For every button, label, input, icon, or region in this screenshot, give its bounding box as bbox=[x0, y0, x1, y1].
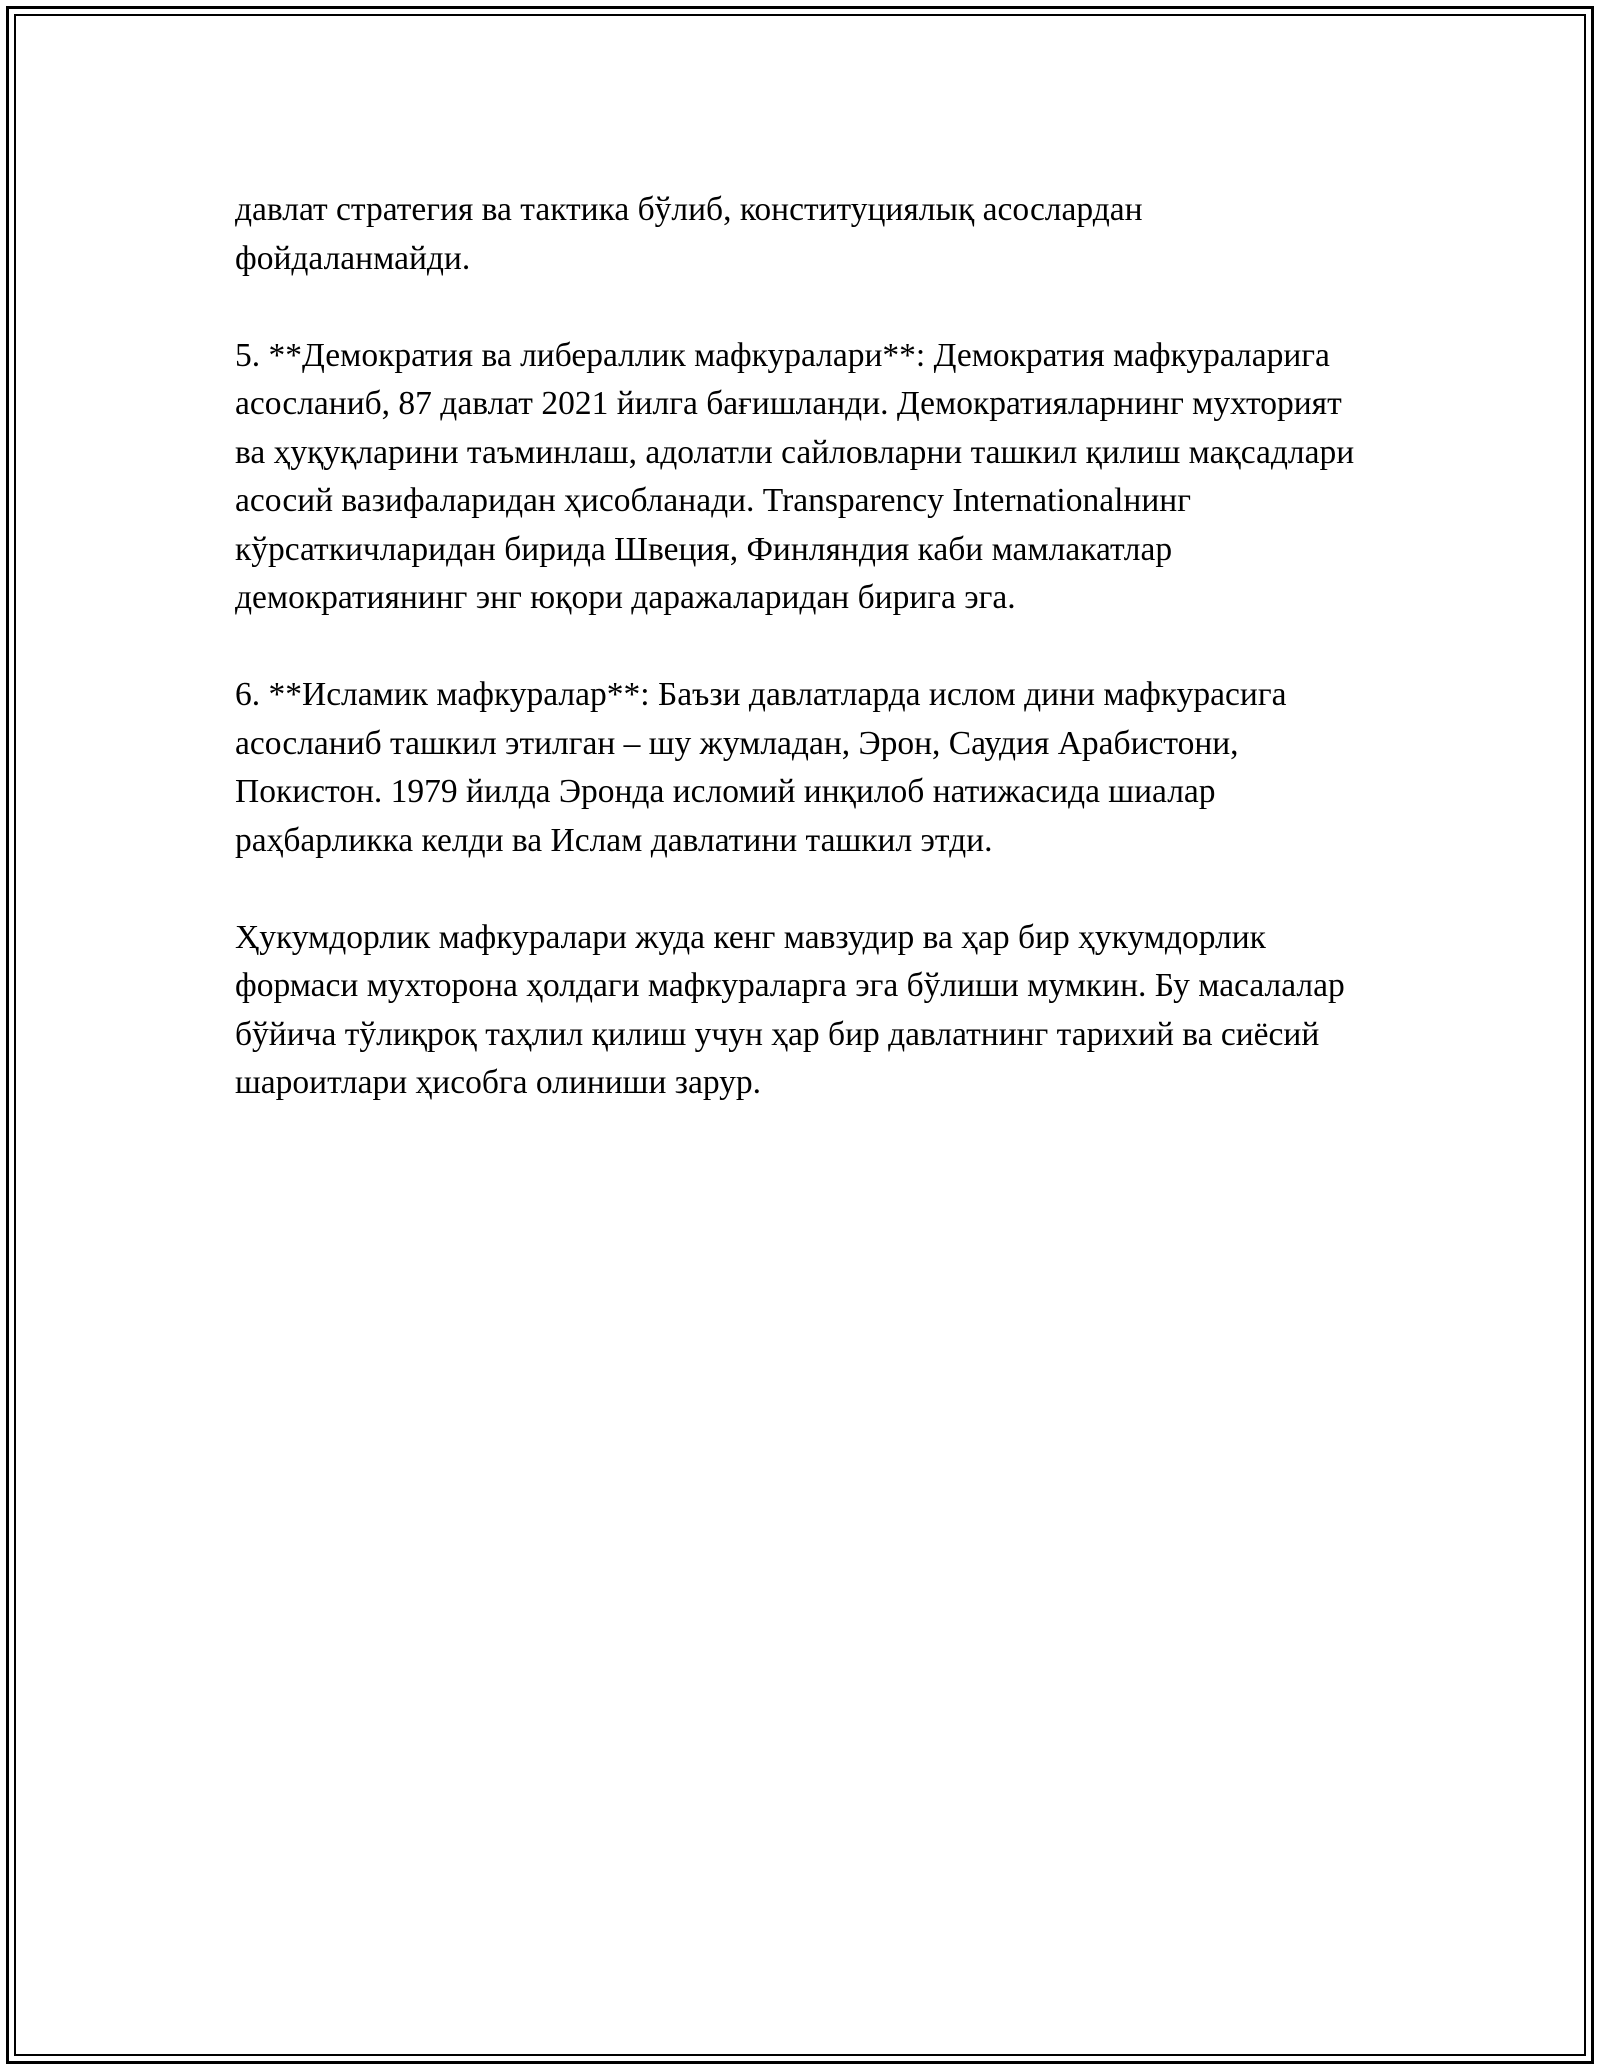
paragraph-strategy-continuation: давлат стратегия ва тактика бўлиб, конституциялық асослардан фойдаланмайди. bbox=[235, 191, 1143, 277]
paragraph-conclusion: Ҳукумдорлик мафкуралари жуда кенг мавзудир ва ҳар бир ҳукумдорлик формаси мухторона ҳолдаги мафкураларга эга бўлиши мумкин. Бу масалалар бўйича тўлиқроқ таҳлил қилиш учун ҳар бир давлатнинг тарихий ва сиёсий шароитлари ҳисобга олиниши зарур. bbox=[235, 918, 1345, 1101]
paragraph-democracy-liberalism: 5. **Демократия ва либераллик мафкуралари**: Демократия мафкураларига асосланиб, 87 давлат 2021 йилга бағишланди. Демократияларнинг мухторият ва ҳуқуқларини таъминлаш, адолатли сайловларни ташкил қилиш мақсадлари асосий вазифаларидан ҳисобланади. Transparency Internationalнинг кўрсаткичларидан бирида Швеция, Финляндия каби мамлакатлар демократиянинг энг юқори даражаларидан бирига эга. bbox=[235, 336, 1355, 616]
paragraph-islamic-ideologies: 6. **Исламик мафкуралар**: Баъзи давлатларда ислом дини мафкурасига асосланиб ташкил этилган – шу жумладан, Эрон, Саудия Арабистони, Покистон. 1979 йилда Эронда исломий инқилоб натижасида шиалар раҳбарликка келди ва Ислам давлатини ташкил этди. bbox=[235, 676, 1287, 859]
document-body bbox=[235, 186, 1365, 1156]
